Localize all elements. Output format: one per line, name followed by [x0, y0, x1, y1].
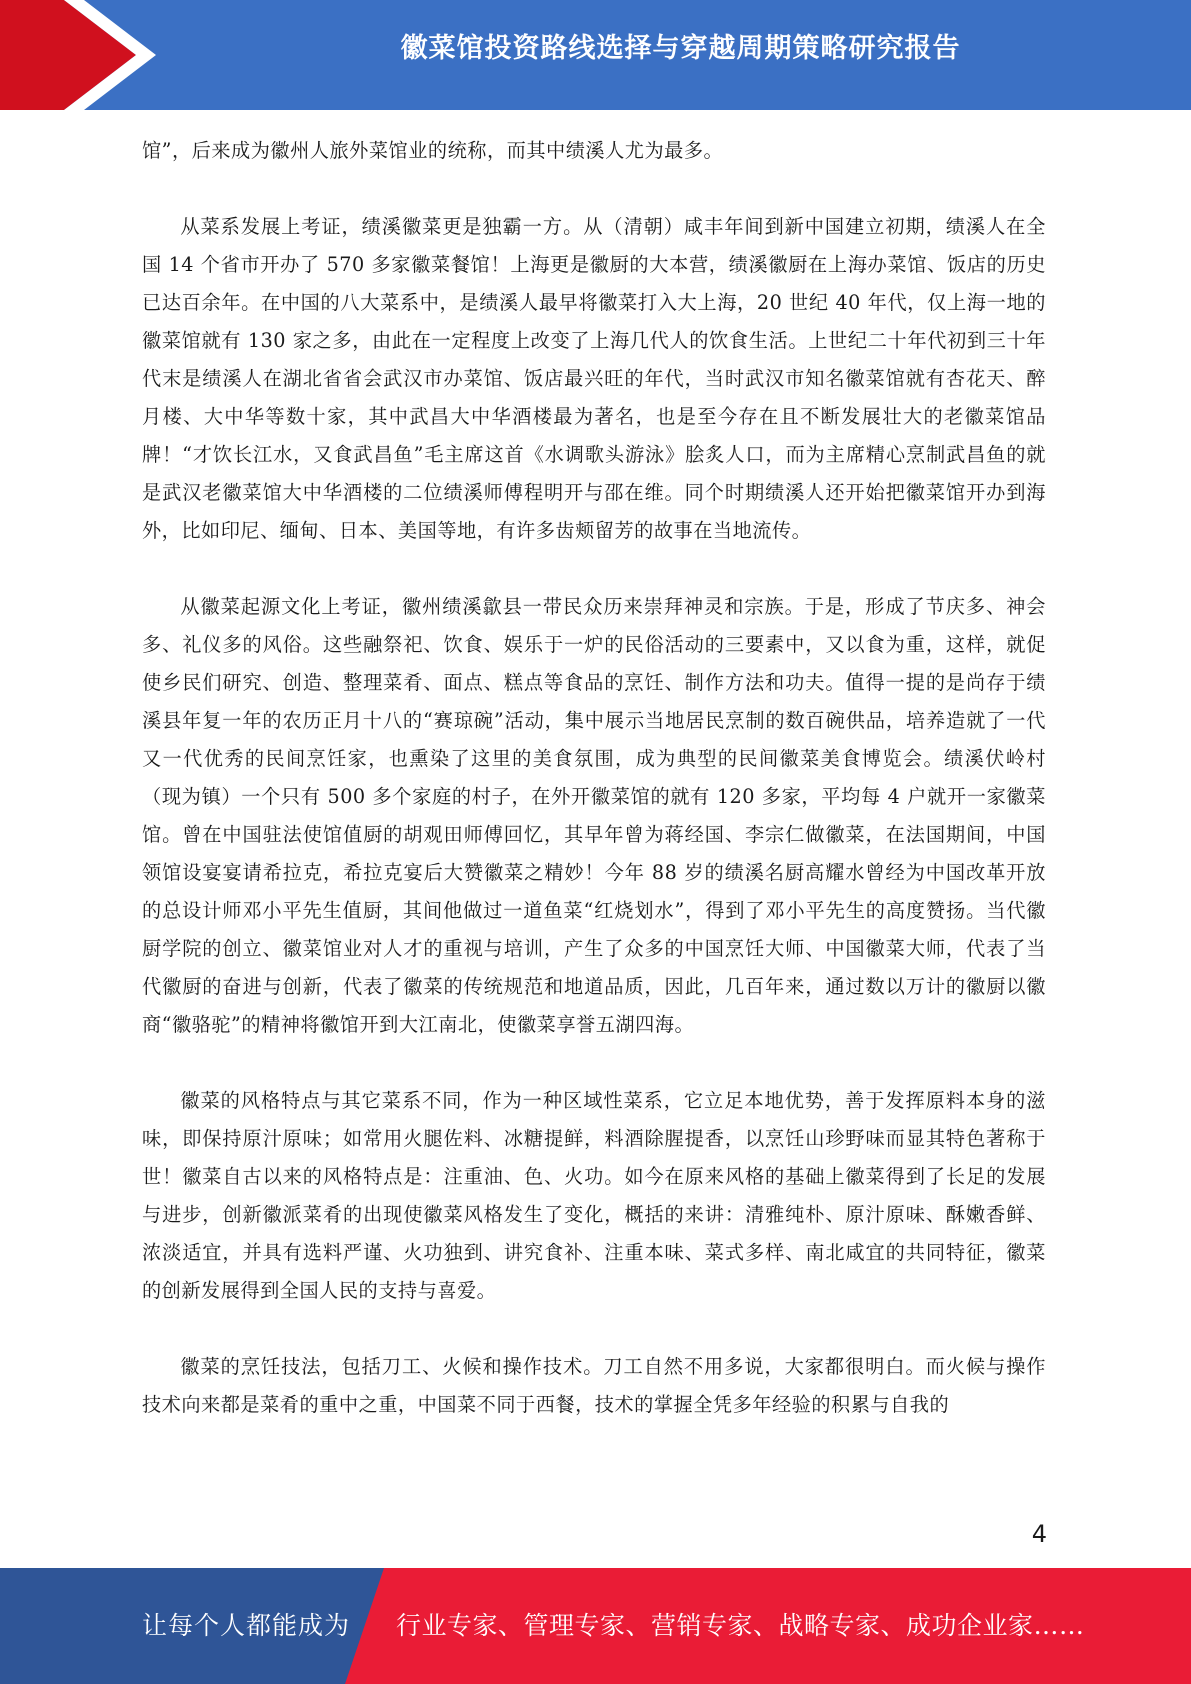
- footer-slogan-right: 行业专家、管理专家、营销专家、战略专家、成功企业家……: [396, 1611, 1085, 1640]
- paragraph: 徽菜的风格特点与其它菜系不同，作为一种区域性菜系，它立足本地优势，善于发挥原料本身的滋味，即保持原汁原味；如常用火腿佐料、冰糖提鲜，料酒除腥提香，以烹饪山珍野味而显其特色著称于世！徽菜自古以来的风格特点是：注重油、色、火功。如今在原来风格的基础上徽菜得到了长足的发展与进步，创新徽派菜肴的出现使徽菜风格发生了变化，概括的来讲：清雅纯朴、原汁原味、酥嫩香鲜、浓淡适宜，并具有选料严谨、火功独到、讲究食补、注重本味、菜式多样、南北咸宜的共同特征，徽菜的创新发展得到全国人民的支持与喜爱。: [142, 1089, 1046, 1302]
- paragraph: 徽菜的烹饪技法，包括刀工、火候和操作技术。刀工自然不用多说，大家都很明白。而火候与操作技术向来都是菜肴的重中之重，中国菜不同于西餐，技术的掌握全凭多年经验的积累与自我的: [142, 1355, 1046, 1416]
- page-footer: [0, 1568, 1191, 1684]
- footer-slogan-left: 让每个人都能成为: [142, 1611, 351, 1640]
- document-body: [142, 132, 1046, 1462]
- page-number: 4: [1031, 1520, 1047, 1548]
- paragraph: 从徽菜起源文化上考证，徽州绩溪歙县一带民众历来崇拜神灵和宗族。于是，形成了节庆多、神会多、礼仪多的风俗。这些融祭祀、饮食、娱乐于一炉的民俗活动的三要素中，又以食为重，这样，就促使乡民们研究、创造、整理菜肴、面点、糕点等食品的烹饪、制作方法和功夫。值得一提的是尚存于绩溪县年复一年的农历正月十八的“赛琼碗”活动，集中展示当地居民烹制的数百碗供品，培养造就了一代又一代优秀的民间烹饪家，也熏染了这里的美食氛围，成为典型的民间徽菜美食博览会。绩溪伏岭村（现为镇）一个只有 500 多个家庭的村子，在外开徽菜馆的就有 120 多家，平均每 4 户就开一家徽菜馆。曾在中国驻法使馆值厨的胡观田师傅回忆，其早年曾为蒋经国、李宗仁做徽菜，在法国期间，中国领馆设宴宴请希拉克，希拉克宴后大赞徽菜之精妙！今年 88 岁的绩溪名厨高耀水曾经为中国改革开放的总设计师邓小平先生值厨，其间他做过一道鱼菜“红烧划水”，得到了邓小平先生的高度赞扬。当代徽厨学院的创立、徽菜馆业对人才的重视与培训，产生了众多的中国烹饪大师、中国徽菜大师，代表了当代徽厨的奋进与创新，代表了徽菜的传统规范和地道品质，因此，几百年来，通过数以万计的徽厨以徽商“徽骆驼”的精神将徽馆开到大江南北，使徽菜享誉五湖四海。: [142, 595, 1046, 1036]
- page-header: [0, 0, 1191, 110]
- paragraph: 从菜系发展上考证，绩溪徽菜更是独霸一方。从（清朝）咸丰年间到新中国建立初期，绩溪人在全国 14 个省市开办了 570 多家徽菜餐馆！上海更是徽厨的大本营，绩溪徽厨在上海办菜馆、饭店的历史已达百余年。在中国的八大菜系中，是绩溪人最早将徽菜打入大上海，20 世纪 40 年代，仅上海一地的徽菜馆就有 130 家之多，由此在一定程度上改变了上海几代人的饮食生活。上世纪二十年代初到三十年代末是绩溪人在湖北省省会武汉市办菜馆、饭店最兴旺的年代，当时武汉市知名徽菜馆就有杏花天、醉月楼、大中华等数十家，其中武昌大中华酒楼最为著名，也是至今存在且不断发展壮大的老徽菜馆品牌！“才饮长江水，又食武昌鱼”毛主席这首《水调歌头游泳》脍炙人口，而为主席精心烹制武昌鱼的就是武汉老徽菜馆大中华酒楼的二位绩溪师傅程明开与邵在维。同个时期绩溪人还开始把徽菜馆开办到海外，比如印尼、缅甸、日本、美国等地，有许多齿颊留芳的故事在当地流传。: [142, 215, 1046, 542]
- report-title: 徽菜馆投资路线选择与穿越周期策略研究报告: [400, 33, 961, 64]
- paragraph-continuation: 馆”，后来成为徽州人旅外菜馆业的统称，而其中绩溪人尤为最多。: [142, 139, 724, 162]
